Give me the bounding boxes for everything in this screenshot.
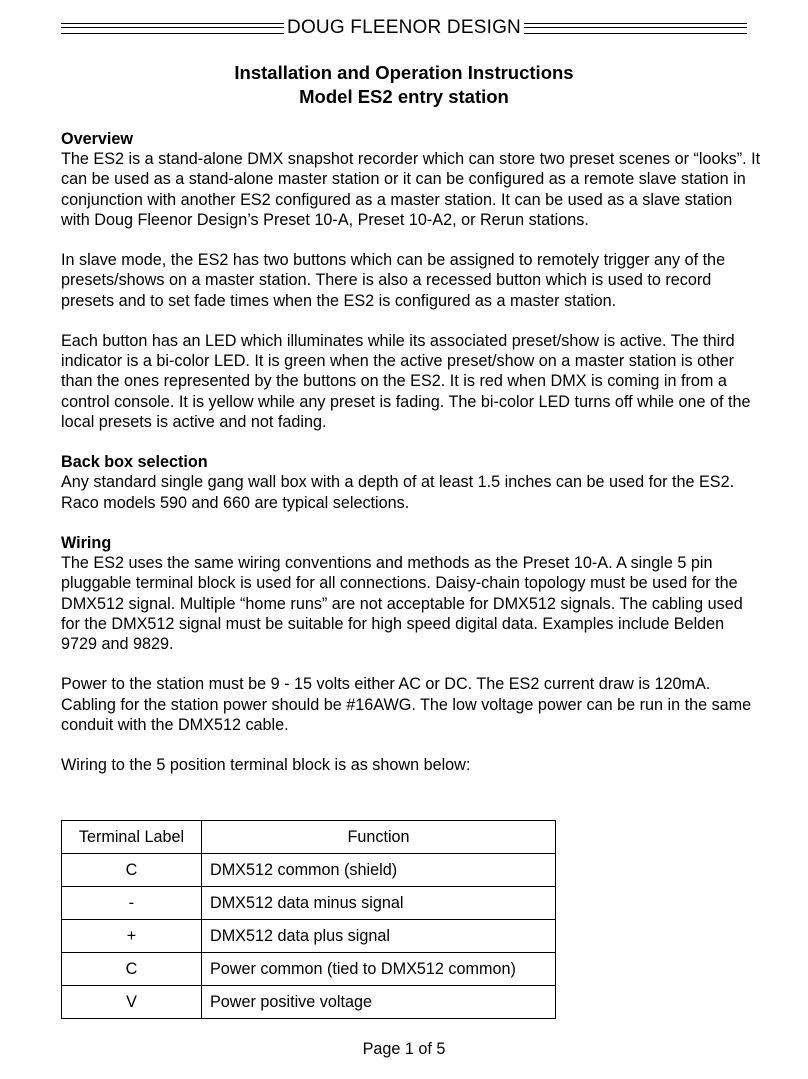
wiring-paragraph-3: Wiring to the 5 position terminal block is as shown below: xyxy=(61,756,471,775)
title-line-2: Model ES2 entry station xyxy=(299,86,509,107)
terminal-table xyxy=(61,820,556,1019)
backbox-heading: Back box selection xyxy=(61,453,208,472)
table-row xyxy=(62,887,556,920)
backbox-paragraph: Any standard single gang wall box with a depth of at least 1.5 inches can be used for the ES2. Raco models 590 and 660 are typical selections. xyxy=(61,473,735,512)
wiring-paragraph-2: Power to the station must be 9 - 15 volts either AC or DC. The ES2 current draw is 120mA. Cabling for the station power should be #16AWG. The low voltage power can be run in the same conduit with the DMX512 cable. xyxy=(61,675,752,734)
table-header-row xyxy=(62,821,556,854)
table-row xyxy=(62,920,556,953)
page-number: Page 1 of 5 xyxy=(362,1040,446,1058)
wiring-heading: Wiring xyxy=(61,534,112,552)
function-cell: DMX512 common (shield) xyxy=(202,854,556,887)
letterhead-rule-left xyxy=(61,23,284,34)
overview-heading: Overview xyxy=(61,130,133,148)
letterhead-rule-right xyxy=(524,23,747,34)
column-header-terminal-label: Terminal Label xyxy=(62,821,202,854)
table-row xyxy=(62,953,556,986)
brand-name: DOUG FLEENOR DESIGN xyxy=(287,17,521,38)
function-cell: DMX512 data minus signal xyxy=(202,887,556,920)
column-header-function: Function xyxy=(202,821,556,854)
terminal-label-cell: C xyxy=(62,854,202,887)
table-row xyxy=(62,854,556,887)
function-cell: Power common (tied to DMX512 common) xyxy=(202,953,556,986)
title-line-1: Installation and Operation Instructions xyxy=(234,62,574,83)
overview-paragraph-1: The ES2 is a stand-alone DMX snapshot recorder which can store two preset scenes or “looks”. It can be used as a stand-alone master station or it can be configured as a remote slave station in conjunction with another ES2 configured as a master station. It can be used as a slave station with Doug Fleenor Design’s Preset 10-A, Preset 10-A2, or Rerun stations. xyxy=(61,150,761,229)
terminal-label-cell: + xyxy=(62,920,202,953)
document-body xyxy=(61,129,761,775)
function-cell: Power positive voltage xyxy=(202,986,556,1019)
document-title xyxy=(0,61,808,109)
terminal-label-cell: - xyxy=(62,887,202,920)
terminal-label-cell: V xyxy=(62,986,202,1019)
function-cell: DMX512 data plus signal xyxy=(202,920,556,953)
letterhead xyxy=(61,14,747,42)
terminal-label-cell: C xyxy=(62,953,202,986)
overview-paragraph-3: Each button has an LED which illuminates while its associated preset/show is active. The third indicator is a bi-color LED. It is green when the active preset/show on a master station is other than the ones represented by the buttons on the ES2. It is red when DMX is coming in from a control console. It is yellow while any preset is fading. The bi-color LED turns off while one of the local presets is active and not fading. xyxy=(61,332,751,431)
wiring-paragraph-1: The ES2 uses the same wiring conventions and methods as the Preset 10-A. A single 5 pin pluggable terminal block is used for all connections. Daisy-chain topology must be used for the DMX512 signal. Multiple “home runs” are not acceptable for DMX512 signals. The cabling used for the DMX512 signal must be suitable for high speed digital data. Examples include Belden 9729 and 9829. xyxy=(61,554,743,654)
table-row xyxy=(62,986,556,1019)
overview-paragraph-2: In slave mode, the ES2 has two buttons which can be assigned to remotely trigger any of the presets/shows on a master station. There is also a recessed button which is used to record presets and to set fade times when the ES2 is configured as a master station. xyxy=(61,251,726,310)
